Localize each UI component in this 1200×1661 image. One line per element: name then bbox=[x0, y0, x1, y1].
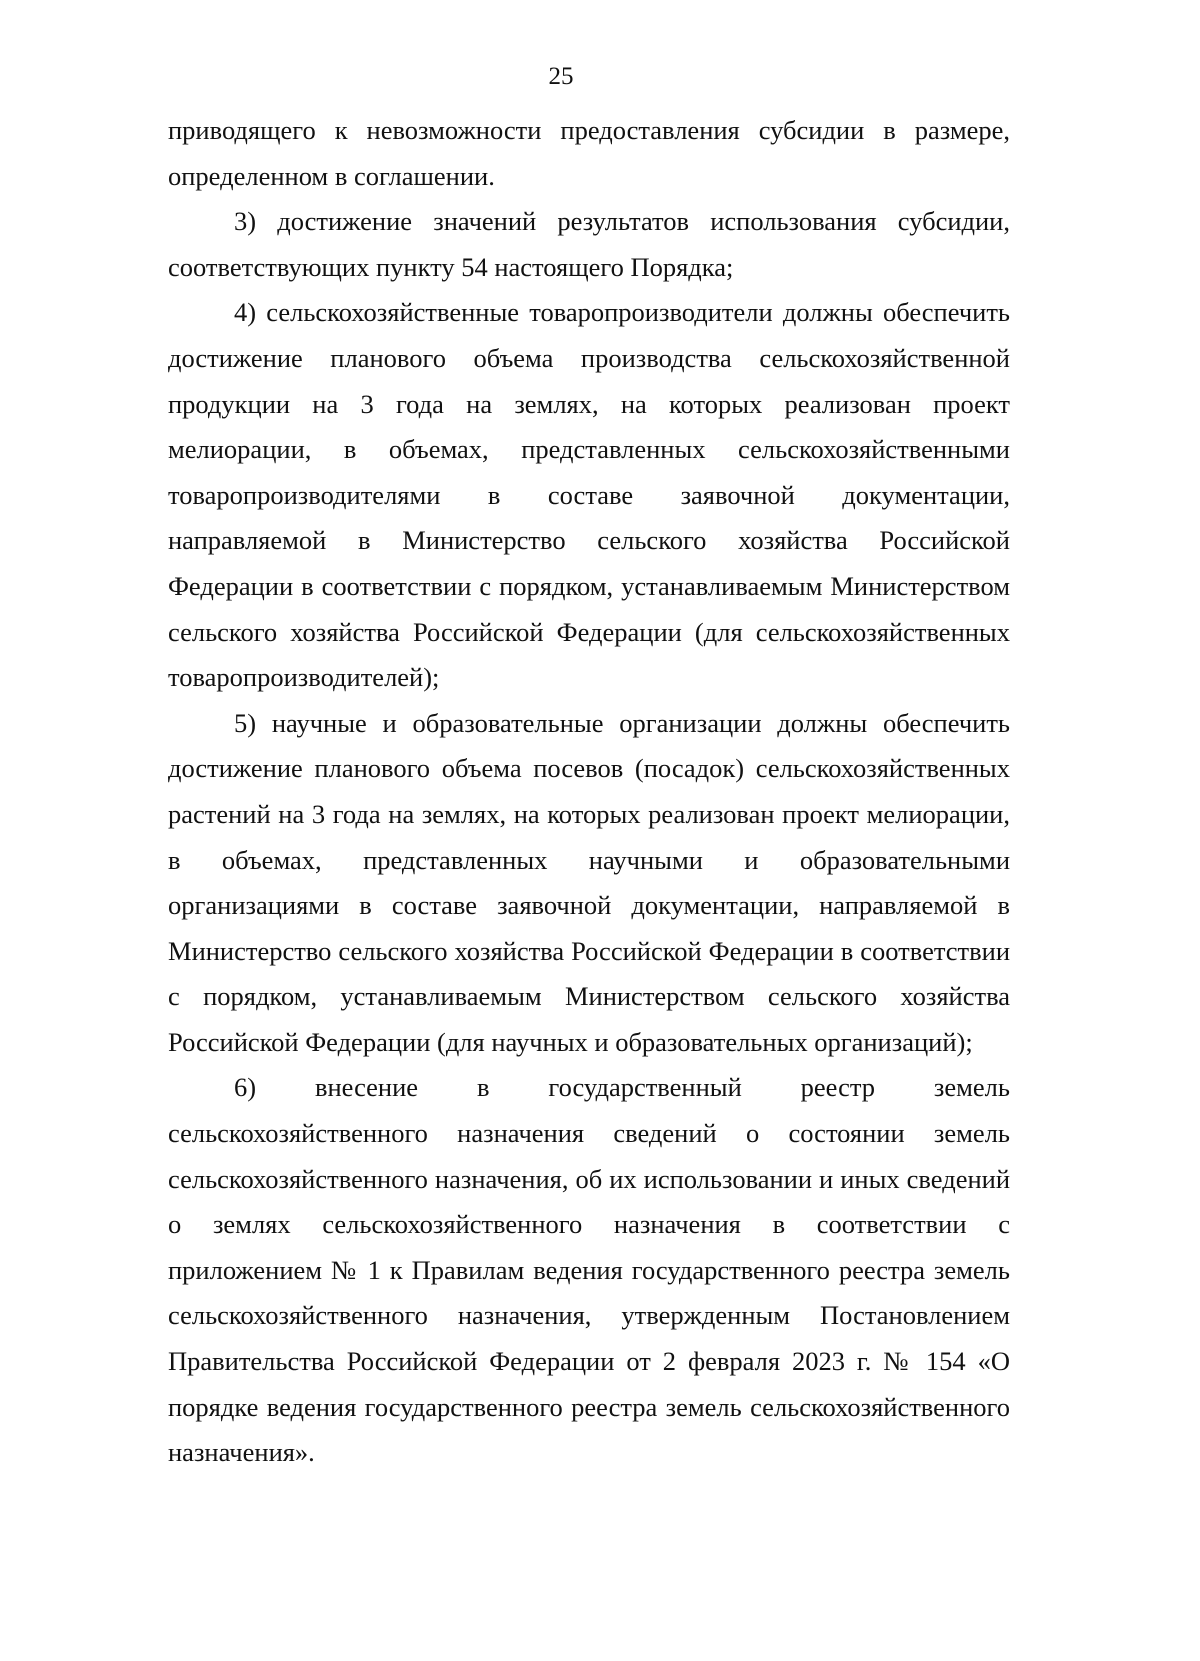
page-number: 25 bbox=[548, 63, 574, 90]
document-body bbox=[168, 108, 1010, 1476]
paragraph-item-4: 4) сельскохозяйственные товаропроизводители должны обеспечить достижение планового объема производства сельскохозяйственной продукции на 3 года на землях, на которых реализован проект мелиорации, в объемах, представленных сельскохозяйственными товаропроизводителями в составе заявочной документации, направляемой в Министерство сельского хозяйства Российской Федерации в соответствии с порядком, устанавливаемым Министерством сельского хозяйства Российской Федерации (для сельскохозяйственных товаропроизводителей); bbox=[168, 297, 1010, 693]
paragraph-continuation: приводящего к невозможности предоставления субсидии в размере, определенном в соглашении. bbox=[168, 115, 1010, 191]
paragraph-item-3: 3) достижение значений результатов использования субсидии, соответствующих пункту 54 настоящего Порядка; bbox=[168, 206, 1010, 282]
paragraph-item-6: 6) внесение в государственный реестр земель сельскохозяйственного назначения сведений о состоянии земель сельскохозяйственного назначения, об их использовании и иных сведений о землях сельскохозяйственного назначения в соответствии с приложением № 1 к Правилам ведения государственного реестра земель сельскохозяйственного назначения, утвержденным Постановлением Правительства Российской Федерации от 2 февраля 2023 г. № 154 «О порядке ведения государственного реестра земель сельскохозяйственного назначения». bbox=[168, 1072, 1010, 1468]
paragraph-item-5: 5) научные и образовательные организации должны обеспечить достижение планового объема посевов (посадок) сельскохозяйственных растений на 3 года на землях, на которых реализован проект мелиорации, в объемах, представленных научными и образовательными организациями в составе заявочной документации, направляемой в Министерство сельского хозяйства Российской Федерации в соответствии с порядком, устанавливаемым Министерством сельского хозяйства Российской Федерации (для научных и образовательных организаций); bbox=[168, 707, 1010, 1057]
